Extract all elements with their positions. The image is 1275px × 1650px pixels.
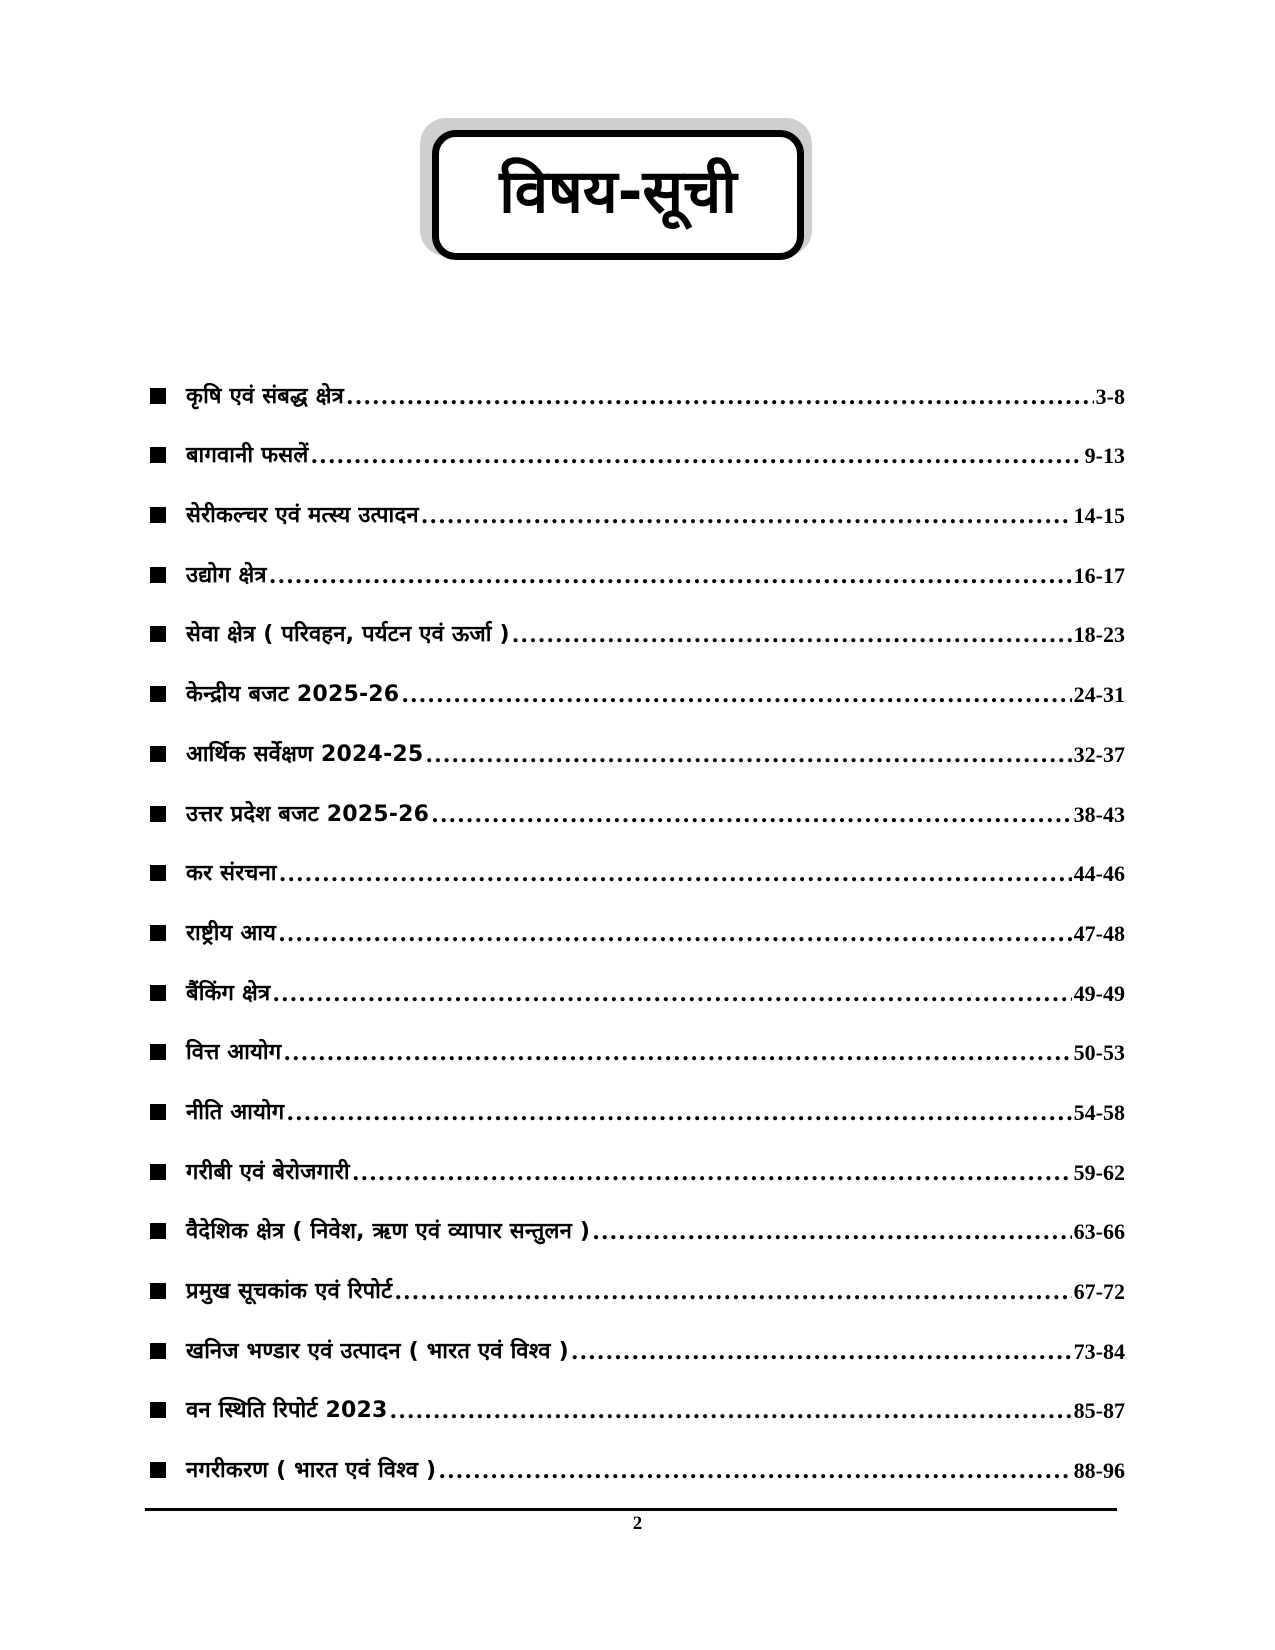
toc-item[interactable] <box>150 1007 1125 1067</box>
square-bullet-icon <box>150 567 166 583</box>
toc-item-pages: 14-15 <box>1073 503 1125 529</box>
square-bullet-icon <box>150 1283 166 1299</box>
square-bullet-icon <box>150 1223 166 1239</box>
toc-item[interactable] <box>150 947 1125 1007</box>
toc-item-label: प्रमुख सूचकांक एवं रिपोर्ट <box>186 1279 393 1304</box>
toc-item[interactable] <box>150 887 1125 947</box>
dot-leader <box>352 1160 1072 1186</box>
dot-leader <box>512 622 1072 648</box>
toc-item[interactable] <box>150 1186 1125 1246</box>
toc-item[interactable] <box>150 648 1125 708</box>
square-bullet-icon <box>150 1462 166 1478</box>
dot-leader <box>278 921 1072 947</box>
toc-item[interactable] <box>150 828 1125 888</box>
toc-item[interactable] <box>150 529 1125 589</box>
square-bullet-icon <box>150 985 166 1001</box>
toc-item-pages: 18-23 <box>1073 622 1125 648</box>
dot-leader <box>269 563 1072 589</box>
toc-item-label: नगरीकरण ( भारत एवं विश्व ) <box>186 1458 437 1484</box>
toc-item-pages: 32-37 <box>1073 741 1125 767</box>
dot-leader <box>438 1458 1071 1484</box>
toc-item-pages: 85-87 <box>1073 1398 1125 1424</box>
footer-rule <box>145 1508 1117 1511</box>
toc-item[interactable] <box>150 1424 1125 1484</box>
toc-item-pages: 38-43 <box>1073 801 1125 827</box>
square-bullet-icon <box>150 1402 166 1418</box>
toc-item-label: राष्ट्रीय आय <box>186 920 277 946</box>
square-bullet-icon <box>150 865 166 881</box>
toc-item-pages: 67-72 <box>1073 1279 1125 1304</box>
toc-item-label: सेरीकल्चर एवं मत्स्य उत्पादन <box>186 503 419 529</box>
toc-item-label: खनिज भण्डार एवं उत्पादन ( भारत एवं विश्व ) <box>186 1338 569 1364</box>
toc-item[interactable] <box>150 768 1125 828</box>
toc-item-label: बागवानी फसलें <box>186 443 309 469</box>
square-bullet-icon <box>150 1343 166 1359</box>
table-of-contents <box>150 350 1125 1484</box>
dot-leader <box>394 1279 1071 1305</box>
toc-item-pages: 47-48 <box>1073 920 1125 946</box>
square-bullet-icon <box>150 1164 166 1180</box>
toc-item-label: उत्तर प्रदेश बजट 2025-26 <box>186 801 430 827</box>
toc-item[interactable] <box>150 1066 1125 1126</box>
title-box <box>432 130 804 260</box>
square-bullet-icon <box>150 388 166 404</box>
page-title: विषय-सूची <box>499 157 737 227</box>
dot-leader <box>279 861 1072 887</box>
toc-item-label: आर्थिक सर्वेक्षण 2024-25 <box>186 741 424 767</box>
toc-item-pages: 3-8 <box>1095 383 1125 409</box>
dot-leader <box>283 1040 1071 1066</box>
dot-leader <box>431 802 1072 828</box>
toc-item-pages: 16-17 <box>1073 562 1125 588</box>
toc-item-label: कृषि एवं संबद्ध क्षेत्र <box>186 383 345 409</box>
toc-item-pages: 44-46 <box>1073 861 1125 887</box>
toc-item-label: वित्त आयोग <box>186 1040 282 1066</box>
square-bullet-icon <box>150 507 166 523</box>
toc-item-pages: 9-13 <box>1084 443 1125 469</box>
toc-item[interactable] <box>150 1305 1125 1365</box>
toc-item-label: वन स्थिति रिपोर्ट 2023 <box>186 1398 388 1424</box>
toc-item-pages: 50-53 <box>1073 1040 1125 1066</box>
toc-item-pages: 59-62 <box>1073 1159 1125 1185</box>
toc-item-pages: 88-96 <box>1073 1458 1125 1484</box>
toc-item-label: कर संरचना <box>186 861 277 887</box>
toc-item-label: वैदेशिक क्षेत्र ( निवेश, ऋण एवं व्यापार सन्तुलन ) <box>186 1219 591 1245</box>
square-bullet-icon <box>150 746 166 762</box>
toc-item[interactable] <box>150 1245 1125 1305</box>
square-bullet-icon <box>150 925 166 941</box>
dot-leader <box>390 1398 1072 1424</box>
dot-leader <box>592 1219 1071 1245</box>
toc-item[interactable] <box>150 1365 1125 1425</box>
toc-item-label: बैंकिंग क्षेत्र <box>186 980 271 1006</box>
square-bullet-icon <box>150 1044 166 1060</box>
toc-item[interactable] <box>150 589 1125 649</box>
toc-item-pages: 54-58 <box>1073 1099 1125 1125</box>
page-number: 2 <box>632 1513 643 1534</box>
toc-item[interactable] <box>150 350 1125 410</box>
dot-leader <box>571 1339 1072 1365</box>
toc-item[interactable] <box>150 708 1125 768</box>
dot-leader <box>401 682 1071 708</box>
toc-item[interactable] <box>150 410 1125 470</box>
toc-item-pages: 73-84 <box>1073 1338 1125 1364</box>
toc-item-label: गरीबी एवं बेरोजगारी <box>186 1159 350 1185</box>
toc-item-label: नीति आयोग <box>186 1099 285 1125</box>
toc-item-pages: 49-49 <box>1073 980 1125 1006</box>
square-bullet-icon <box>150 626 166 642</box>
toc-item[interactable] <box>150 469 1125 529</box>
dot-leader <box>425 742 1071 768</box>
toc-item-label: उद्योग क्षेत्र <box>186 562 267 588</box>
square-bullet-icon <box>150 686 166 702</box>
dot-leader <box>286 1100 1071 1126</box>
toc-item-pages: 63-66 <box>1073 1219 1125 1245</box>
dot-leader <box>421 503 1072 529</box>
toc-item-label: केन्द्रीय बजट 2025-26 <box>186 682 400 708</box>
square-bullet-icon <box>150 447 166 463</box>
toc-item-pages: 24-31 <box>1073 682 1125 708</box>
toc-item[interactable] <box>150 1126 1125 1186</box>
square-bullet-icon <box>150 806 166 822</box>
dot-leader <box>272 981 1071 1007</box>
dot-leader <box>346 384 1094 410</box>
toc-item-label: सेवा क्षेत्र ( परिवहन, पर्यटन एवं ऊर्जा ) <box>186 622 510 648</box>
dot-leader <box>311 443 1083 469</box>
square-bullet-icon <box>150 1104 166 1120</box>
